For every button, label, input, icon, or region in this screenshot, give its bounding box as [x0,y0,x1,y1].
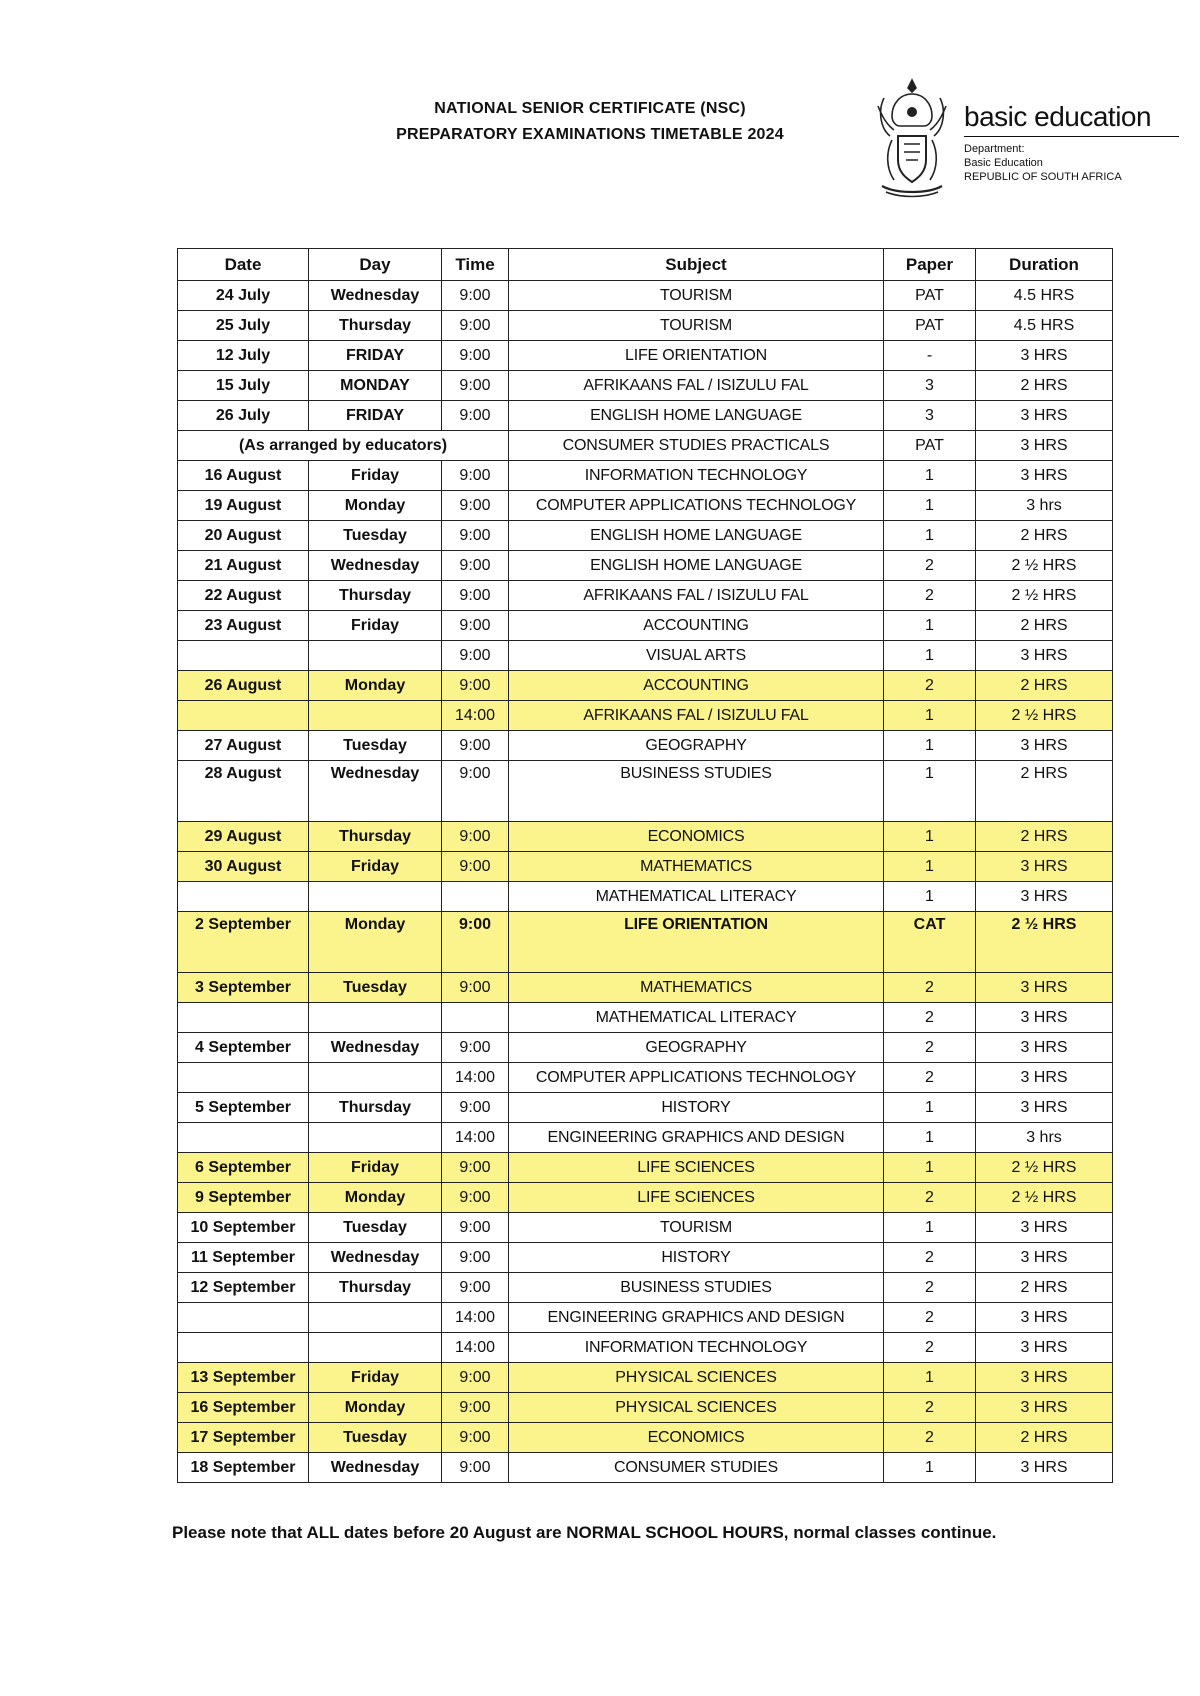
table-row [178,551,1113,581]
cell-time: 14:00 [442,1333,509,1363]
cell-time: 9:00 [442,611,509,641]
cell-paper: 2 [884,551,976,581]
cell-duration: 3 HRS [976,852,1113,882]
table-row [178,431,1113,461]
cell-subject: TOURISM [509,281,884,311]
cell-duration: 4.5 HRS [976,281,1113,311]
cell-subject: PHYSICAL SCIENCES [509,1393,884,1423]
cell-time: 9:00 [442,641,509,671]
cell-paper: 1 [884,1453,976,1483]
cell-subject: ENGLISH HOME LANGUAGE [509,401,884,431]
cell-duration: 3 HRS [976,1093,1113,1123]
cell-date: 13 September [178,1363,309,1393]
cell-subject: PHYSICAL SCIENCES [509,1363,884,1393]
cell-day: Wednesday [309,1453,442,1483]
cell-subject: CONSUMER STUDIES [509,1453,884,1483]
table-row [178,371,1113,401]
cell-duration: 3 hrs [976,1123,1113,1153]
cell-subject: COMPUTER APPLICATIONS TECHNOLOGY [509,491,884,521]
cell-day: Wednesday [309,551,442,581]
cell-day: Thursday [309,311,442,341]
cell-paper: 1 [884,761,976,822]
cell-time: 9:00 [442,1153,509,1183]
cell-day: Monday [309,491,442,521]
cell-time: 9:00 [442,852,509,882]
cell-subject: MATHEMATICS [509,973,884,1003]
table-row [178,852,1113,882]
cell-day: Friday [309,852,442,882]
cell-paper: 1 [884,701,976,731]
cell-time: 14:00 [442,1123,509,1153]
cell-paper: 2 [884,1303,976,1333]
cell-date: 21 August [178,551,309,581]
cell-duration: 3 hrs [976,491,1113,521]
column-header-subject: Subject [509,249,884,281]
department-subtitle [964,142,1179,184]
column-header-duration: Duration [976,249,1113,281]
cell-paper: 2 [884,1423,976,1453]
cell-subject: HISTORY [509,1093,884,1123]
cell-day: Monday [309,1393,442,1423]
cell-time: 14:00 [442,1303,509,1333]
table-row [178,1213,1113,1243]
cell-duration: 2 ½ HRS [976,551,1113,581]
table-row [178,581,1113,611]
table-row [178,1333,1113,1363]
cell-duration: 2 HRS [976,761,1113,822]
cell-time: 9:00 [442,1423,509,1453]
cell-paper: 2 [884,1243,976,1273]
cell-time: 9:00 [442,371,509,401]
cell-time: 9:00 [442,912,509,973]
cell-duration: 2 HRS [976,822,1113,852]
cell-day [309,1003,442,1033]
cell-subject: ENGLISH HOME LANGUAGE [509,521,884,551]
cell-time: 9:00 [442,401,509,431]
cell-subject: ECONOMICS [509,1423,884,1453]
table-row [178,311,1113,341]
cell-time: 9:00 [442,1033,509,1063]
cell-paper: 2 [884,1003,976,1033]
cell-paper: 2 [884,1033,976,1063]
cell-subject: ACCOUNTING [509,671,884,701]
table-row [178,491,1113,521]
cell-day [309,1063,442,1093]
cell-day [309,882,442,912]
cell-time: 9:00 [442,1453,509,1483]
cell-day [309,1333,442,1363]
cell-duration: 3 HRS [976,1033,1113,1063]
cell-time: 9:00 [442,551,509,581]
cell-duration: 3 HRS [976,1333,1113,1363]
cell-subject: GEOGRAPHY [509,1033,884,1063]
cell-time [442,882,509,912]
cell-time: 9:00 [442,1183,509,1213]
cell-day: Monday [309,1183,442,1213]
cell-paper: PAT [884,431,976,461]
cell-subject: LIFE SCIENCES [509,1153,884,1183]
cell-day: Tuesday [309,521,442,551]
cell-subject: ENGINEERING GRAPHICS AND DESIGN [509,1123,884,1153]
department-country: REPUBLIC OF SOUTH AFRICA [964,171,1122,183]
cell-date [178,1063,309,1093]
table-row [178,1303,1113,1333]
cell-paper: 1 [884,1213,976,1243]
cell-paper: 1 [884,641,976,671]
cell-subject: HISTORY [509,1243,884,1273]
cell-day [309,701,442,731]
cell-duration: 2 ½ HRS [976,581,1113,611]
cell-subject: MATHEMATICS [509,852,884,882]
cell-duration: 3 HRS [976,973,1113,1003]
cell-date [178,882,309,912]
cell-paper: 1 [884,1123,976,1153]
cell-day: FRIDAY [309,341,442,371]
cell-day: Tuesday [309,973,442,1003]
cell-date: 28 August [178,761,309,822]
cell-paper: - [884,341,976,371]
cell-date [178,1303,309,1333]
cell-day [309,1123,442,1153]
cell-time: 9:00 [442,311,509,341]
table-row [178,641,1113,671]
cell-time: 14:00 [442,701,509,731]
cell-date [178,1333,309,1363]
cell-date: 9 September [178,1183,309,1213]
cell-day: Friday [309,1363,442,1393]
cell-subject: MATHEMATICAL LITERACY [509,1003,884,1033]
cell-subject: GEOGRAPHY [509,731,884,761]
cell-day: Monday [309,671,442,701]
table-row [178,461,1113,491]
cell-duration: 3 HRS [976,1363,1113,1393]
cell-subject: MATHEMATICAL LITERACY [509,882,884,912]
table-row [178,1243,1113,1273]
cell-paper: 1 [884,611,976,641]
cell-time: 9:00 [442,1393,509,1423]
table-row [178,1123,1113,1153]
cell-duration: 2 ½ HRS [976,701,1113,731]
cell-duration: 2 HRS [976,1423,1113,1453]
cell-date: 26 August [178,671,309,701]
cell-paper: 1 [884,1363,976,1393]
cell-duration: 2 HRS [976,521,1113,551]
cell-day: Tuesday [309,731,442,761]
cell-date: 12 September [178,1273,309,1303]
cell-date: 6 September [178,1153,309,1183]
department-basic-education: Basic Education [964,157,1043,169]
cell-day: Friday [309,611,442,641]
table-row [178,973,1113,1003]
table-row [178,1063,1113,1093]
cell-paper: 1 [884,1093,976,1123]
cell-day: Thursday [309,1273,442,1303]
table-row [178,761,1113,822]
footnote: Please note that ALL dates before 20 August are NORMAL SCHOOL HOURS, normal classes continue. [172,1523,997,1542]
column-header-time: Time [442,249,509,281]
cell-day: MONDAY [309,371,442,401]
department-text [964,100,1179,184]
cell-subject: ECONOMICS [509,822,884,852]
cell-time: 9:00 [442,1363,509,1393]
cell-subject: TOURISM [509,1213,884,1243]
cell-duration: 2 ½ HRS [976,1183,1113,1213]
cell-day: Tuesday [309,1213,442,1243]
cell-date [178,701,309,731]
cell-duration: 3 HRS [976,1063,1113,1093]
cell-duration: 3 HRS [976,401,1113,431]
cell-date [178,1003,309,1033]
cell-time: 9:00 [442,1093,509,1123]
cell-date: 16 September [178,1393,309,1423]
cell-duration: 3 HRS [976,461,1113,491]
cell-date [178,641,309,671]
cell-day: Monday [309,912,442,973]
cell-time: 9:00 [442,1273,509,1303]
cell-paper: 3 [884,371,976,401]
cell-day [309,641,442,671]
table-row [178,1093,1113,1123]
cell-paper: 3 [884,401,976,431]
cell-date: 5 September [178,1093,309,1123]
cell-paper: 1 [884,521,976,551]
cell-time: 9:00 [442,461,509,491]
cell-time: 9:00 [442,973,509,1003]
table-row [178,1153,1113,1183]
cell-subject: BUSINESS STUDIES [509,761,884,822]
table-header-row [178,249,1113,281]
table-row [178,1183,1113,1213]
cell-day: Wednesday [309,761,442,822]
cell-paper: 2 [884,671,976,701]
cell-date: 16 August [178,461,309,491]
department-name: basic education [964,100,1179,137]
cell-paper: 1 [884,1153,976,1183]
cell-time: 9:00 [442,822,509,852]
cell-date: 18 September [178,1453,309,1483]
cell-time [442,1003,509,1033]
cell-subject: ACCOUNTING [509,611,884,641]
cell-date: 24 July [178,281,309,311]
table-row [178,401,1113,431]
cell-date: 17 September [178,1423,309,1453]
cell-paper: 2 [884,1183,976,1213]
cell-time: 9:00 [442,521,509,551]
cell-paper: PAT [884,311,976,341]
cell-duration: 2 ½ HRS [976,912,1113,973]
table-row [178,882,1113,912]
cell-date: 10 September [178,1213,309,1243]
table-row [178,281,1113,311]
cell-duration: 2 ½ HRS [976,1153,1113,1183]
cell-date: 26 July [178,401,309,431]
cell-subject: INFORMATION TECHNOLOGY [509,461,884,491]
cell-date: 12 July [178,341,309,371]
cell-duration: 2 HRS [976,371,1113,401]
cell-day: Wednesday [309,1033,442,1063]
cell-duration: 3 HRS [976,1453,1113,1483]
cell-span: (As arranged by educators) [178,431,509,461]
cell-paper: CAT [884,912,976,973]
cell-subject: COMPUTER APPLICATIONS TECHNOLOGY [509,1063,884,1093]
table-row [178,1003,1113,1033]
cell-subject: INFORMATION TECHNOLOGY [509,1333,884,1363]
table-row [178,611,1113,641]
cell-paper: 2 [884,581,976,611]
cell-date: 29 August [178,822,309,852]
cell-subject: AFRIKAANS FAL / ISIZULU FAL [509,371,884,401]
cell-duration: 3 HRS [976,1213,1113,1243]
cell-date: 11 September [178,1243,309,1273]
title-line-2: PREPARATORY EXAMINATIONS TIMETABLE 2024 [396,126,784,143]
cell-time: 14:00 [442,1063,509,1093]
cell-duration: 3 HRS [976,882,1113,912]
cell-paper: 1 [884,852,976,882]
table-row [178,701,1113,731]
cell-day [309,1303,442,1333]
cell-subject: AFRIKAANS FAL / ISIZULU FAL [509,581,884,611]
table-row [178,1453,1113,1483]
table-row [178,341,1113,371]
cell-duration: 3 HRS [976,1243,1113,1273]
column-header-paper: Paper [884,249,976,281]
cell-duration: 2 HRS [976,611,1113,641]
cell-date: 4 September [178,1033,309,1063]
table-row [178,1393,1113,1423]
cell-duration: 2 HRS [976,671,1113,701]
cell-subject: ENGINEERING GRAPHICS AND DESIGN [509,1303,884,1333]
cell-paper: 1 [884,491,976,521]
cell-day: Wednesday [309,281,442,311]
cell-paper: 1 [884,882,976,912]
cell-day: Thursday [309,581,442,611]
cell-subject: VISUAL ARTS [509,641,884,671]
cell-time: 9:00 [442,491,509,521]
cell-paper: 2 [884,1273,976,1303]
department-logo [872,76,1172,206]
cell-paper: 1 [884,822,976,852]
document-title [330,96,850,148]
cell-duration: 3 HRS [976,731,1113,761]
cell-paper: 2 [884,1063,976,1093]
table-row [178,1273,1113,1303]
cell-date: 27 August [178,731,309,761]
cell-subject: ENGLISH HOME LANGUAGE [509,551,884,581]
cell-date: 3 September [178,973,309,1003]
cell-duration: 3 HRS [976,641,1113,671]
table-row [178,671,1113,701]
column-header-date: Date [178,249,309,281]
cell-date [178,1123,309,1153]
cell-day: Thursday [309,822,442,852]
cell-time: 9:00 [442,761,509,822]
cell-paper: PAT [884,281,976,311]
cell-day: FRIDAY [309,401,442,431]
cell-duration: 4.5 HRS [976,311,1113,341]
cell-date: 20 August [178,521,309,551]
cell-time: 9:00 [442,1243,509,1273]
cell-paper: 2 [884,973,976,1003]
cell-duration: 3 HRS [976,1303,1113,1333]
cell-subject: AFRIKAANS FAL / ISIZULU FAL [509,701,884,731]
cell-day: Tuesday [309,1423,442,1453]
cell-time: 9:00 [442,281,509,311]
cell-time: 9:00 [442,341,509,371]
cell-date: 30 August [178,852,309,882]
cell-day: Thursday [309,1093,442,1123]
cell-duration: 3 HRS [976,341,1113,371]
table-row [178,521,1113,551]
cell-date: 15 July [178,371,309,401]
cell-date: 22 August [178,581,309,611]
cell-day: Friday [309,461,442,491]
table-row [178,731,1113,761]
cell-date: 25 July [178,311,309,341]
cell-duration: 3 HRS [976,1393,1113,1423]
cell-day: Wednesday [309,1243,442,1273]
department-label: Department: [964,143,1025,155]
cell-duration: 3 HRS [976,431,1113,461]
table-row [178,1033,1113,1063]
cell-paper: 1 [884,731,976,761]
table-row [178,912,1113,973]
cell-subject: LIFE SCIENCES [509,1183,884,1213]
cell-subject: TOURISM [509,311,884,341]
cell-paper: 2 [884,1393,976,1423]
cell-subject: CONSUMER STUDIES PRACTICALS [509,431,884,461]
cell-paper: 2 [884,1333,976,1363]
cell-day: Friday [309,1153,442,1183]
cell-time: 9:00 [442,731,509,761]
cell-date: 19 August [178,491,309,521]
cell-paper: 1 [884,461,976,491]
cell-time: 9:00 [442,581,509,611]
cell-time: 9:00 [442,671,509,701]
table-row [178,1423,1113,1453]
cell-subject: LIFE ORIENTATION [509,341,884,371]
cell-date: 23 August [178,611,309,641]
table-row [178,1363,1113,1393]
coat-of-arms-icon [872,76,952,200]
cell-duration: 3 HRS [976,1003,1113,1033]
title-line-1: NATIONAL SENIOR CERTIFICATE (NSC) [434,100,746,117]
cell-date: 2 September [178,912,309,973]
cell-subject: BUSINESS STUDIES [509,1273,884,1303]
exam-timetable [177,248,1113,1483]
cell-subject: LIFE ORIENTATION [509,912,884,973]
column-header-day: Day [309,249,442,281]
cell-duration: 2 HRS [976,1273,1113,1303]
cell-time: 9:00 [442,1213,509,1243]
table-row [178,822,1113,852]
